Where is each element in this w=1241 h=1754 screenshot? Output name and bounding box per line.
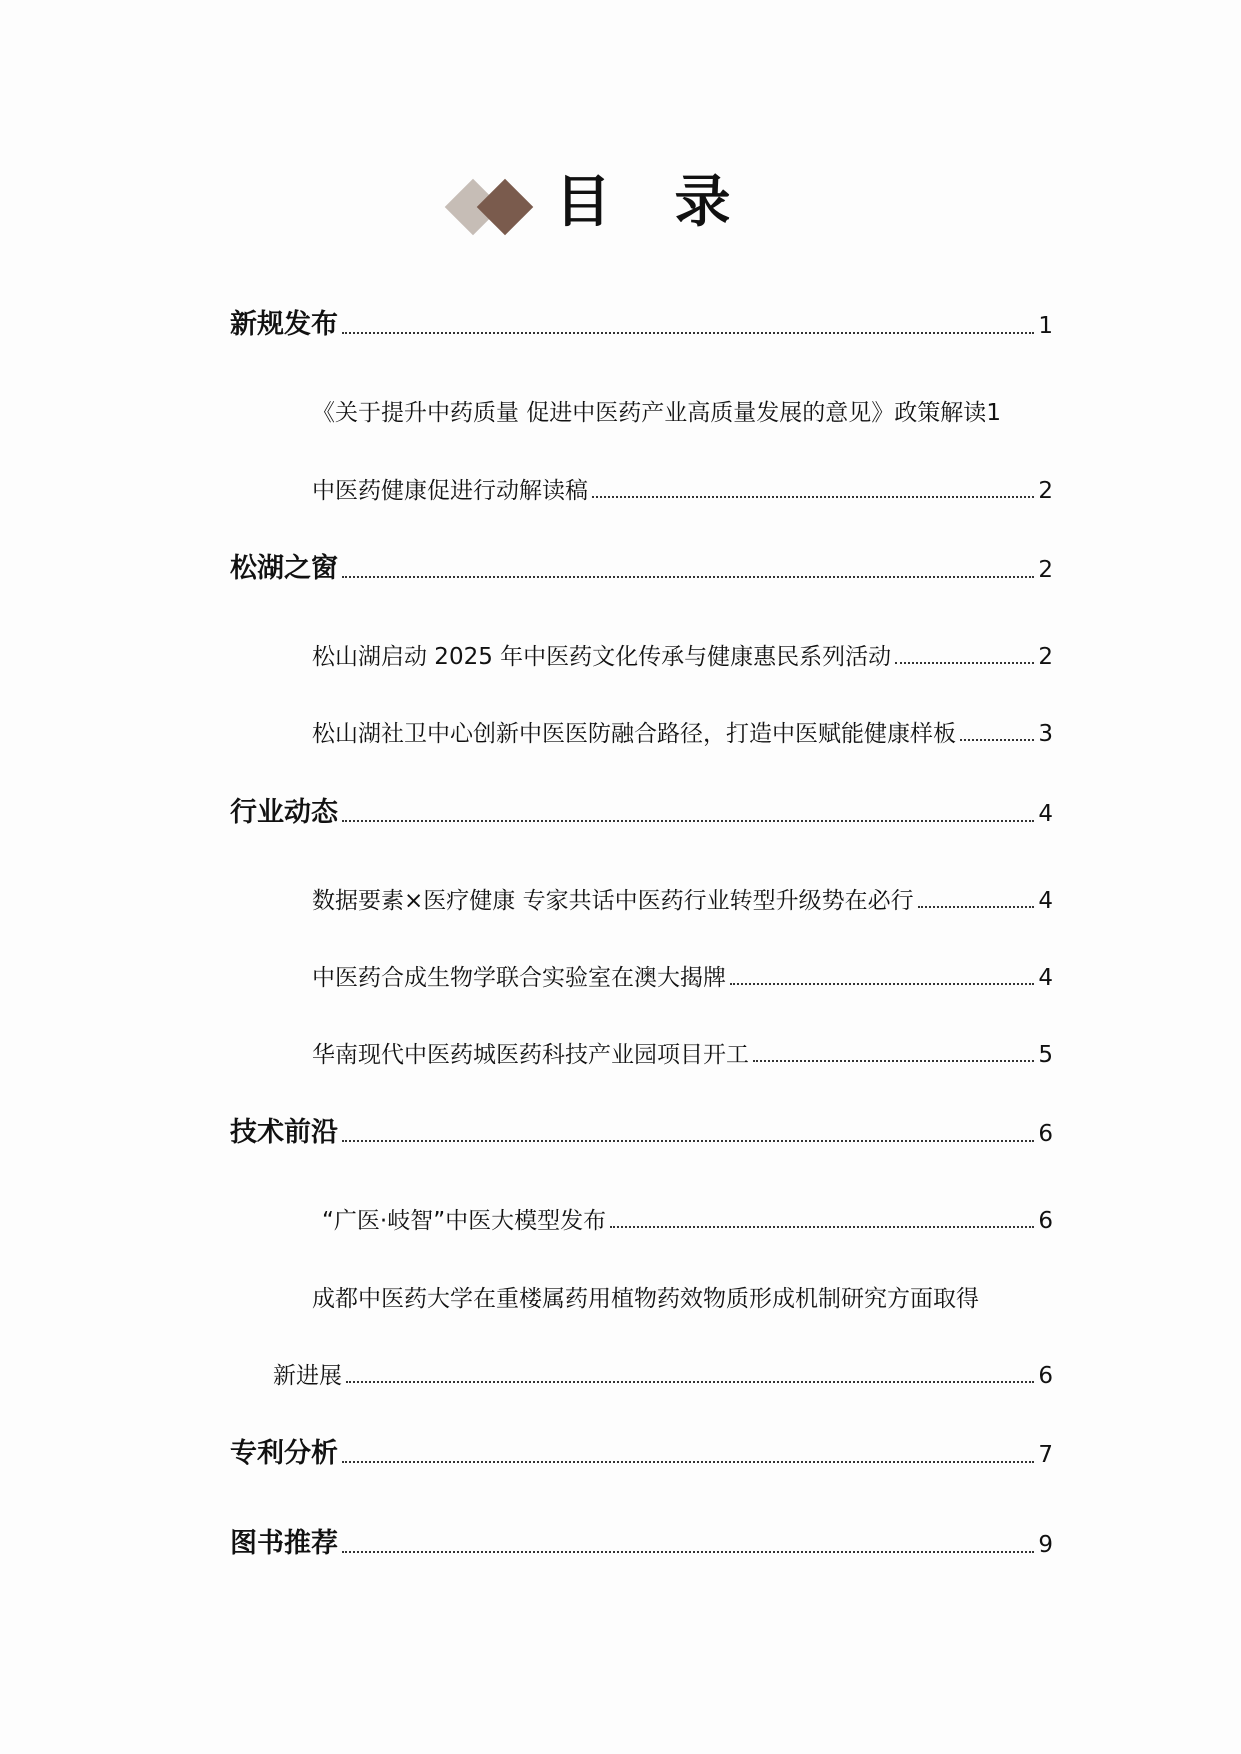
dot-leader: [895, 661, 1034, 664]
toc-subentry[interactable]: [322, 1202, 1053, 1235]
toc-subentry[interactable]: [312, 394, 1053, 427]
toc-entry-label: 数据要素×医疗健康 专家共话中医药行业转型升级势在必行: [312, 888, 914, 914]
toc-entry-label: 中医药健康促进行动解读稿: [312, 478, 588, 504]
toc-section-entry[interactable]: [230, 1431, 1053, 1470]
dot-leader: [342, 1139, 1034, 1142]
dot-leader: [592, 495, 1034, 498]
toc-entry-label: 《关于提升中药质量 促进中医药产业高质量发展的意见》政策解读: [312, 400, 987, 426]
dot-leader: [342, 819, 1034, 822]
toc-page-number: 7: [1038, 1442, 1053, 1468]
toc-page-number: 3: [1038, 721, 1053, 747]
dot-leader: [753, 1059, 1034, 1062]
toc-page-number: 1: [1038, 313, 1053, 339]
toc-entry-label: 中医药合成生物学联合实验室在澳大揭牌: [312, 965, 726, 991]
toc-entry-label: 新规发布: [230, 309, 338, 340]
toc-page-number: 9: [1038, 1532, 1053, 1558]
toc-entry-label: 成都中医药大学在重楼属药用植物药效物质形成机制研究方面取得: [312, 1286, 979, 1312]
toc-entry-label: 专利分析: [230, 1438, 338, 1469]
toc-page-number: 5: [1038, 1042, 1053, 1068]
dot-leader: [346, 1380, 1034, 1383]
toc-page-number: 1: [986, 400, 1001, 426]
toc-entry-label: 松山湖启动 2025 年中医药文化传承与健康惠民系列活动: [312, 644, 892, 670]
toc-subentry-continuation[interactable]: [273, 1357, 1053, 1390]
dot-leader: [730, 982, 1034, 985]
toc-section-entry[interactable]: [230, 1521, 1053, 1560]
dot-leader: [342, 575, 1034, 578]
toc-page-number: 4: [1038, 888, 1053, 914]
dark-diamond-icon: [477, 179, 534, 236]
dot-leader: [918, 905, 1035, 908]
toc-section-entry[interactable]: [230, 302, 1053, 341]
toc-page-number: 6: [1038, 1121, 1053, 1147]
toc-page-number: 2: [1038, 644, 1053, 670]
toc-page-number: 2: [1038, 557, 1053, 583]
toc-page-number: 2: [1038, 478, 1053, 504]
toc-entry-label: “广医·岐智”中医大模型发布: [322, 1208, 607, 1234]
toc-subentry[interactable]: [312, 638, 1053, 671]
page-title: 目 录: [555, 170, 753, 235]
dot-leader: [342, 331, 1034, 334]
toc-section-entry[interactable]: [230, 790, 1053, 829]
toc-entry-label: 松湖之窗: [230, 553, 338, 584]
toc-subentry[interactable]: [312, 472, 1053, 505]
toc-entry-label: 技术前沿: [230, 1117, 338, 1148]
toc-header: [440, 150, 840, 250]
toc-page-number: 6: [1038, 1208, 1053, 1234]
toc-entry-label: 华南现代中医药城医药科技产业园项目开工: [312, 1042, 749, 1068]
dot-leader: [342, 1550, 1034, 1553]
toc-entry-label: 行业动态: [230, 797, 338, 828]
toc-page-number: 4: [1038, 965, 1053, 991]
toc-subentry[interactable]: [312, 715, 1053, 748]
toc-page-number: 4: [1038, 801, 1053, 827]
toc-subentry[interactable]: [312, 1036, 1053, 1069]
toc-section-entry[interactable]: [230, 1110, 1053, 1149]
dot-leader: [342, 1460, 1034, 1463]
toc-entry-label: 松山湖社卫中心创新中医医防融合路径，打造中医赋能健康样板: [312, 721, 956, 747]
toc-subentry-first-line[interactable]: [312, 1280, 1053, 1313]
toc-subentry[interactable]: [312, 959, 1053, 992]
dot-leader: [960, 738, 1034, 741]
toc-subentry[interactable]: [312, 882, 1053, 915]
toc-page-number: 6: [1038, 1363, 1053, 1389]
toc-section-entry[interactable]: [230, 546, 1053, 585]
toc-entry-label: 图书推荐: [230, 1528, 338, 1559]
toc-entry-label-continuation: 新进展: [273, 1363, 342, 1389]
dot-leader: [610, 1225, 1034, 1228]
